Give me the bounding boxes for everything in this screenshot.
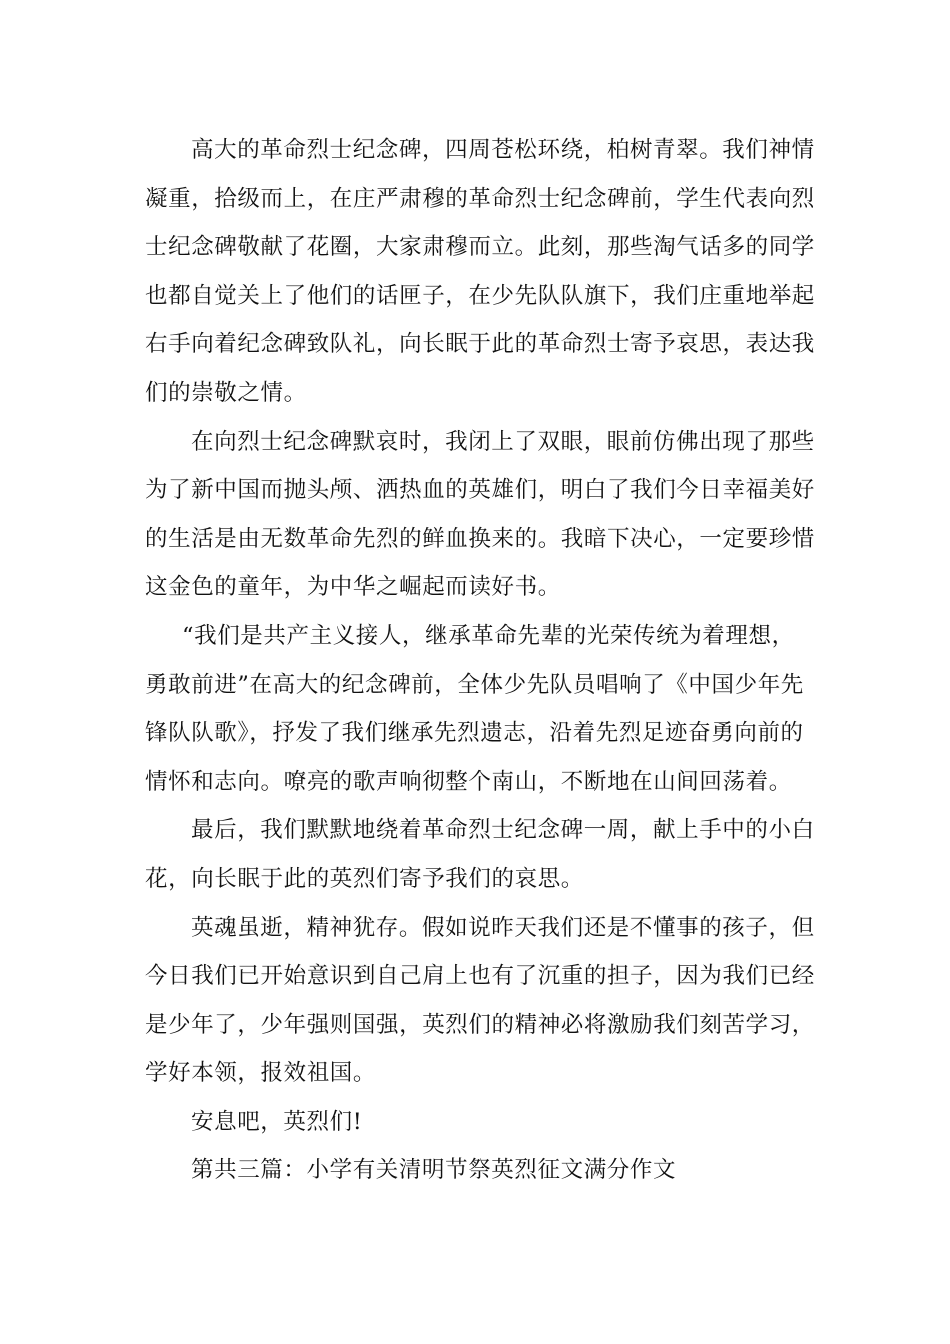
paragraph-line: 在向烈士纪念碑默哀时，我闭上了双眼，眼前仿佛出现了那些 xyxy=(191,428,815,455)
paragraph-line: 安息吧，英烈们! xyxy=(191,1108,363,1135)
paragraph-line: 今日我们已开始意识到自己肩上也有了沉重的担子，因为我们已经 xyxy=(145,963,815,990)
paragraph-team-song xyxy=(145,612,815,806)
paragraph-white-flowers xyxy=(145,806,815,903)
paragraph-line: “我们是共产主义接人，继承革命先辈的光荣传统为着理想， xyxy=(182,622,795,649)
paragraph-line: 为了新中国而抛头颅、洒热血的英雄们，明白了我们今日幸福美好 xyxy=(145,477,815,504)
paragraph-line: 情怀和志向。嘹亮的歌声响彻整个南山，不断地在山间回荡着。 xyxy=(145,768,792,795)
paragraph-line: 右手向着纪念碑致队礼，向长眠于此的革命烈士寄予哀思，表达我 xyxy=(145,331,815,358)
paragraph-line: 也都自觉关上了他们的话匣子，在少先队队旗下，我们庄重地举起 xyxy=(145,282,815,309)
heading-line: 第共三篇：小学有关清明节祭英烈征文满分作文 xyxy=(191,1157,677,1184)
paragraph-line: 锋队队歌》，抒发了我们继承先烈遗志，沿着先烈足迹奋勇向前的 xyxy=(145,720,804,747)
document-body xyxy=(145,126,815,1195)
paragraph-line: 英魂虽逝，精神犹存。假如说昨天我们还是不懂事的孩子，但 xyxy=(191,914,815,941)
paragraph-line: 勇敢前进”在高大的纪念碑前，全体少先队员唱响了《中国少年先 xyxy=(145,671,804,698)
paragraph-memorial xyxy=(145,126,815,418)
paragraph-line: 最后，我们默默地绕着革命烈士纪念碑一周，献上手中的小白 xyxy=(191,817,815,844)
paragraph-silent-tribute xyxy=(145,418,815,612)
paragraph-line: 凝重，拾级而上，在庄严肃穆的革命烈士纪念碑前，学生代表向烈 xyxy=(145,185,815,212)
paragraph-line: 高大的革命烈士纪念碑，四周苍松环绕，柏树青翠。我们神情 xyxy=(191,137,815,163)
paragraph-line: 花，向长眠于此的英烈们寄予我们的哀思。 xyxy=(145,865,584,892)
section-heading xyxy=(145,1146,815,1195)
paragraph-line: 士纪念碑敬献了花圈，大家肃穆而立。此刻，那些淘气话多的同学 xyxy=(145,234,815,261)
paragraph-rest-in-peace xyxy=(145,1098,815,1147)
paragraph-line: 学好本领，报效祖国。 xyxy=(145,1060,377,1087)
paragraph-spirit xyxy=(145,904,815,1098)
paragraph-line: 们的崇敬之情。 xyxy=(145,379,307,406)
paragraph-line: 这金色的童年，为中华之崛起而读好书。 xyxy=(145,574,561,601)
paragraph-line: 是少年了，少年强则国强，英烈们的精神必将激励我们刻苦学习， xyxy=(145,1011,815,1038)
paragraph-line: 的生活是由无数革命先烈的鲜血换来的。我暗下决心，一定要珍惜 xyxy=(145,525,815,552)
